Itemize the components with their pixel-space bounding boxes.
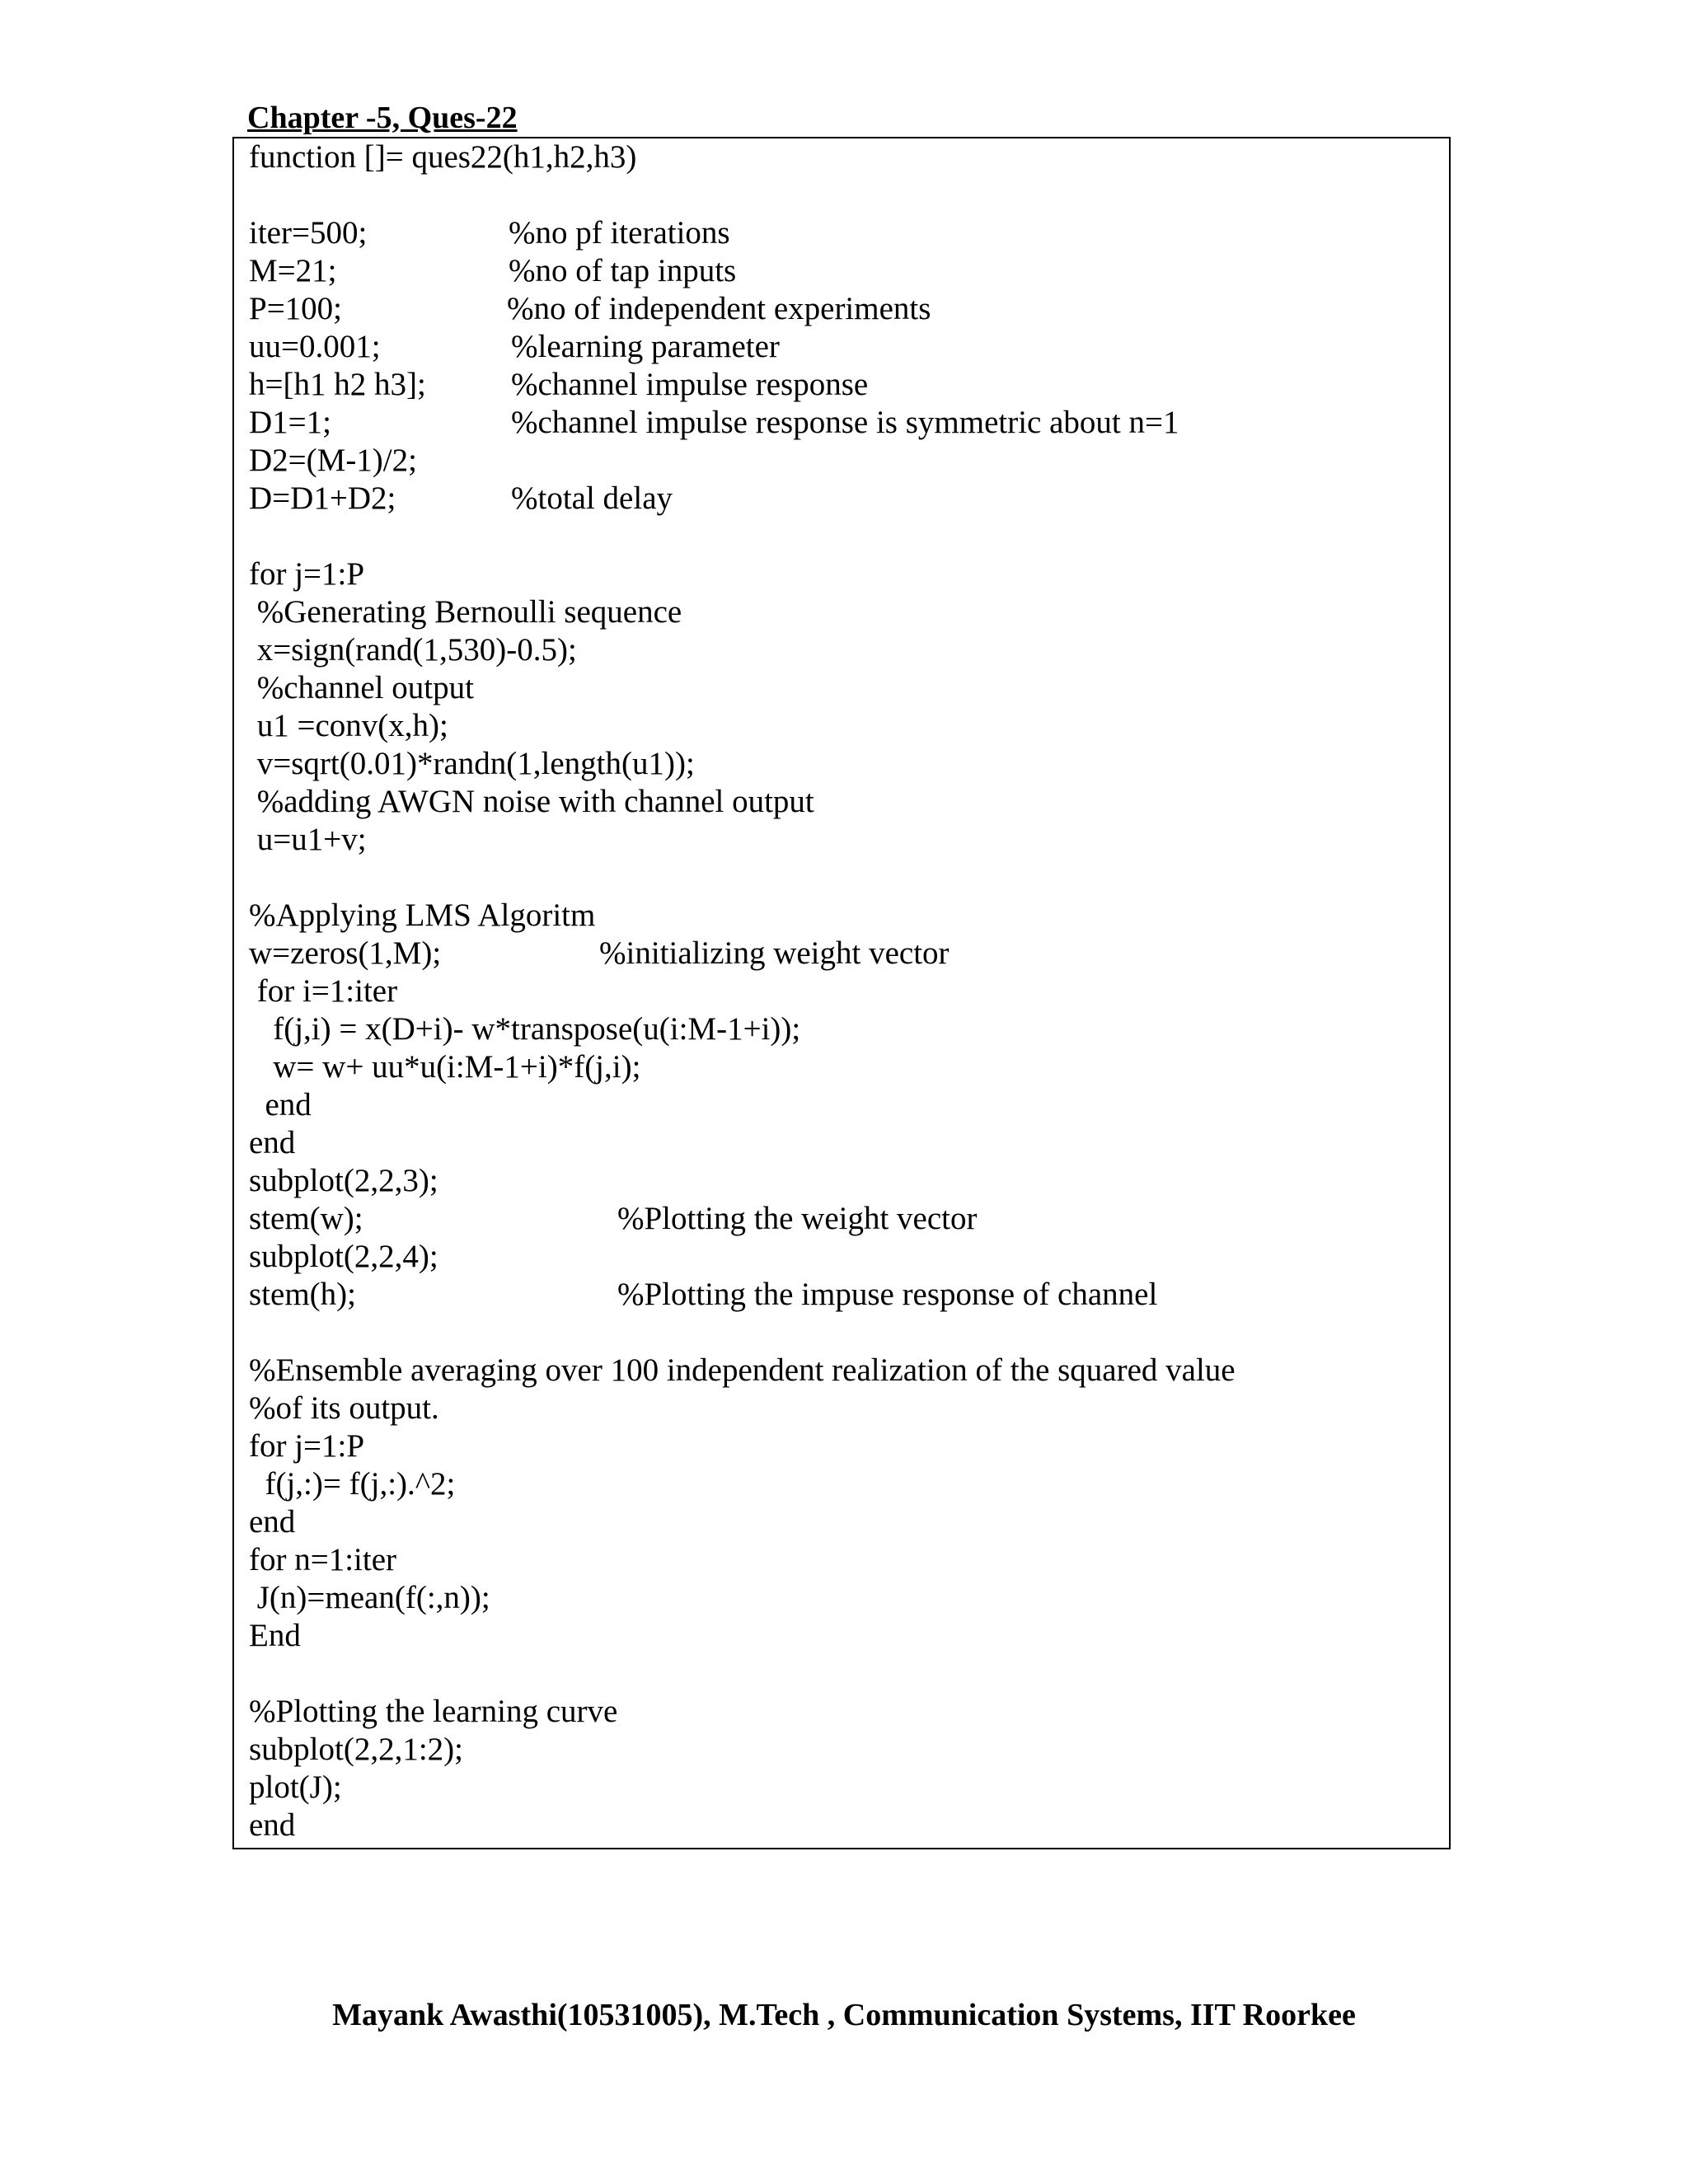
code-line: [249, 1617, 1436, 1655]
code-line: [249, 1048, 1436, 1086]
code-line: [249, 1541, 1436, 1579]
code-statement: end: [249, 1087, 312, 1122]
code-statement: stem(w);: [249, 1201, 363, 1236]
code-line: [249, 1124, 1436, 1162]
code-statement: for n=1:iter: [249, 1542, 397, 1577]
code-statement: %adding AWGN noise with channel output: [249, 784, 814, 819]
code-statement: f(j,:)= f(j,:).^2;: [249, 1466, 456, 1502]
code-line: [249, 1390, 1436, 1427]
code-listing-box: [232, 137, 1451, 1849]
code-line: [249, 1086, 1436, 1124]
code-statement: function []= ques22(h1,h2,h3): [249, 139, 637, 175]
code-statement: %of its output.: [249, 1390, 439, 1426]
code-statement: %Applying LMS Algoritm: [249, 898, 596, 933]
code-statement: J(n)=mean(f(:,n));: [249, 1580, 490, 1615]
code-line: [249, 1731, 1436, 1769]
code-line: [249, 1238, 1436, 1276]
code-line: [249, 555, 1436, 593]
code-line: [249, 1427, 1436, 1465]
code-line: [249, 366, 1436, 404]
code-line: [249, 859, 1436, 897]
code-statement: for j=1:P: [249, 1428, 365, 1464]
code-statement: x=sign(rand(1,530)-0.5);: [249, 632, 577, 668]
code-line: [249, 1465, 1436, 1503]
code-statement: stem(h);: [249, 1277, 356, 1312]
code-statement: f(j,i) = x(D+i)- w*transpose(u(i:M-1+i));: [249, 1011, 801, 1047]
code-statement: D2=(M-1)/2;: [249, 443, 417, 478]
code-line: [249, 290, 1436, 328]
code-statement: v=sqrt(0.01)*randn(1,length(u1));: [249, 746, 695, 781]
code-line: [249, 1010, 1436, 1048]
code-line: [249, 1579, 1436, 1617]
code-comment: %Plotting the weight vector: [617, 1201, 978, 1236]
code-line: [249, 138, 1436, 176]
code-comment: %total delay: [511, 480, 673, 516]
code-statement: h=[h1 h2 h3];: [249, 367, 426, 402]
code-statement: iter=500;: [249, 215, 368, 251]
code-line: [249, 176, 1436, 214]
code-statement: end: [249, 1807, 296, 1843]
code-line: [249, 821, 1436, 859]
code-line: [249, 480, 1436, 518]
code-line: [249, 1693, 1436, 1731]
code-statement: D1=1;: [249, 405, 331, 440]
code-line: [249, 1655, 1436, 1693]
code-line: [249, 518, 1436, 555]
code-statement: subplot(2,2,1:2);: [249, 1732, 463, 1767]
code-line: [249, 745, 1436, 783]
code-line: [249, 631, 1436, 669]
code-statement: M=21;: [249, 253, 337, 288]
code-line: [249, 328, 1436, 366]
code-listing: [249, 138, 1436, 1844]
code-statement: uu=0.001;: [249, 329, 381, 364]
code-statement: subplot(2,2,4);: [249, 1239, 438, 1274]
code-statement: for i=1:iter: [249, 973, 398, 1009]
code-statement: u1 =conv(x,h);: [249, 708, 448, 743]
code-line: [249, 404, 1436, 442]
code-line: [249, 935, 1436, 972]
code-line: [249, 707, 1436, 745]
code-line: [249, 1276, 1436, 1314]
code-statement: end: [249, 1125, 296, 1160]
code-comment: %initializing weight vector: [599, 935, 950, 971]
code-comment: %no of tap inputs: [509, 253, 737, 288]
code-line: [249, 897, 1436, 935]
code-line: [249, 593, 1436, 631]
code-comment: %no pf iterations: [509, 215, 730, 251]
code-comment: %channel impulse response: [511, 367, 869, 402]
code-line: [249, 252, 1436, 290]
code-statement: u=u1+v;: [249, 822, 367, 857]
code-statement: plot(J);: [249, 1769, 342, 1805]
code-line: [249, 1200, 1436, 1238]
code-line: [249, 1503, 1436, 1541]
code-statement: end: [249, 1504, 296, 1540]
code-statement: End: [249, 1618, 301, 1653]
code-statement: w= w+ uu*u(i:M-1+i)*f(j,i);: [249, 1049, 641, 1085]
code-statement: P=100;: [249, 291, 343, 326]
code-line: [249, 1352, 1436, 1390]
code-comment: %learning parameter: [511, 329, 780, 364]
code-line: [249, 972, 1436, 1010]
code-line: [249, 1769, 1436, 1807]
code-line: [249, 669, 1436, 707]
code-line: [249, 442, 1436, 480]
code-comment: %channel impulse response is symmetric about n=1: [511, 405, 1179, 440]
code-line: [249, 214, 1436, 252]
code-comment: %no of independent experiments: [507, 291, 931, 326]
code-statement: w=zeros(1,M);: [249, 935, 442, 971]
code-statement: %channel output: [249, 670, 474, 705]
code-comment: %Plotting the impuse response of channel: [617, 1277, 1158, 1312]
code-line: [249, 1807, 1436, 1844]
code-line: [249, 1314, 1436, 1352]
code-statement: subplot(2,2,3);: [249, 1163, 438, 1198]
code-statement: %Plotting the learning curve: [249, 1694, 618, 1729]
code-statement: D=D1+D2;: [249, 480, 396, 516]
code-statement: for j=1:P: [249, 556, 365, 592]
code-line: [249, 783, 1436, 821]
code-line: [249, 1162, 1436, 1200]
author-footer: Mayank Awasthi(10531005), M.Tech , Communication Systems, IIT Roorkee: [332, 1998, 1356, 2032]
chapter-heading: Chapter -5, Ques-22: [247, 101, 518, 135]
code-statement: %Generating Bernoulli sequence: [249, 594, 682, 630]
code-statement: %Ensemble averaging over 100 independent realization of the squared value: [249, 1352, 1236, 1388]
